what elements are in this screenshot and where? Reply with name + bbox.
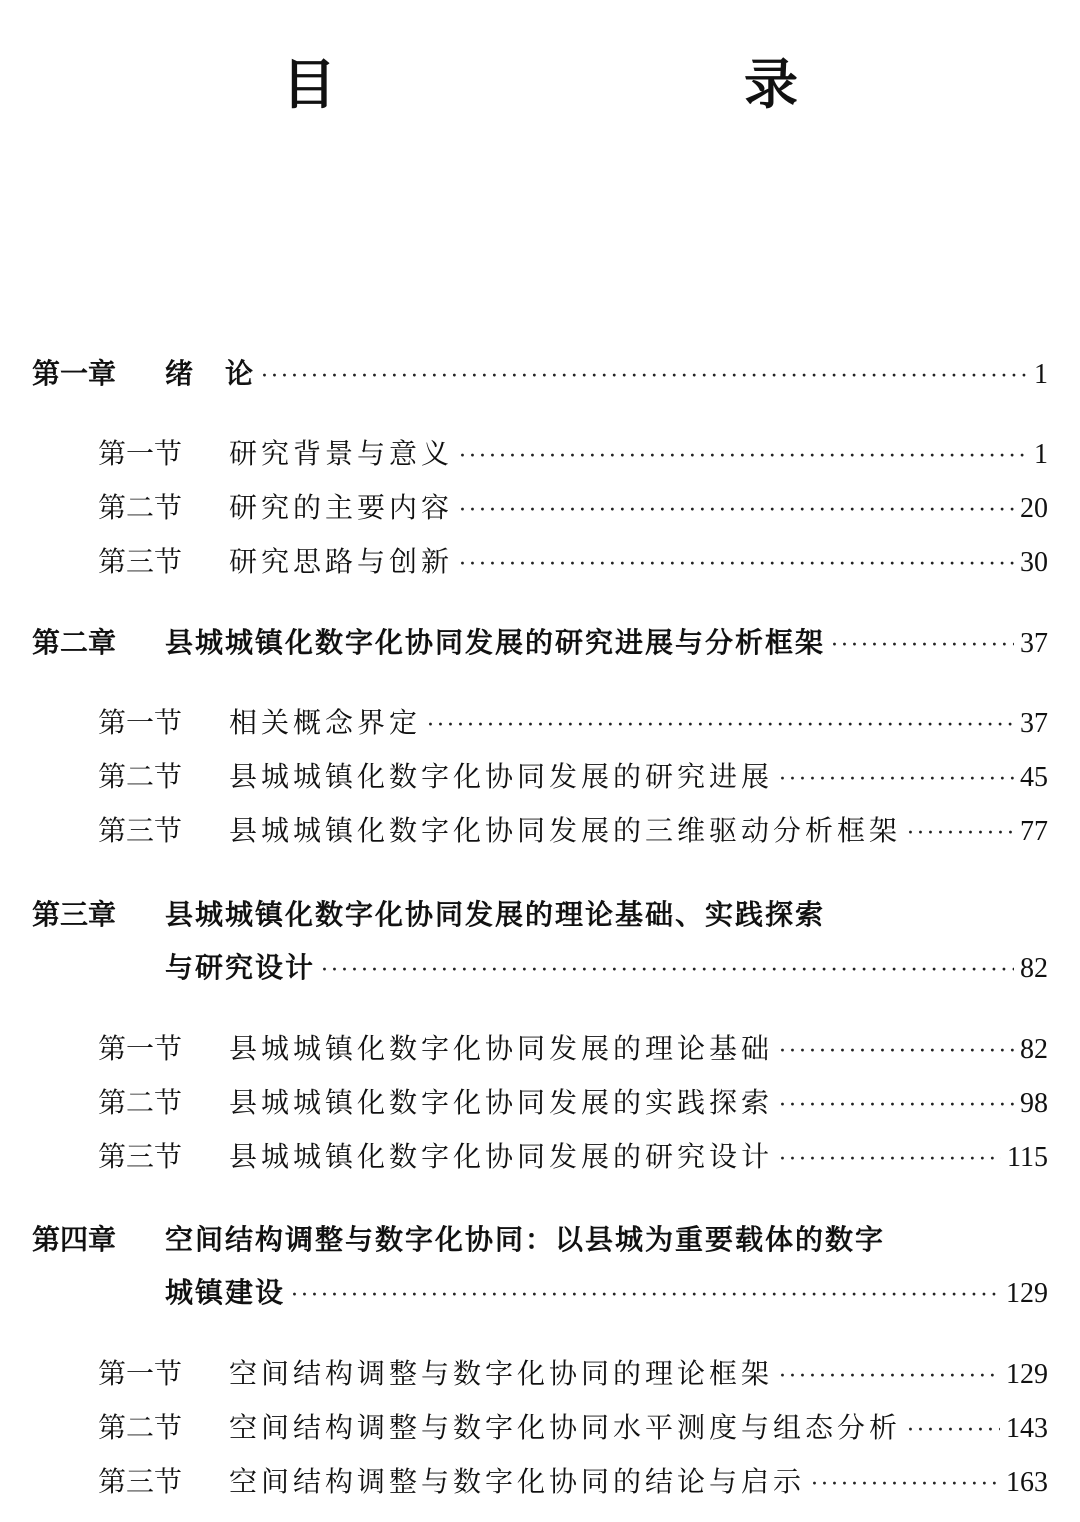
page-number: 20 <box>1020 493 1048 524</box>
toc-section-3-3[interactable] <box>98 1137 1048 1177</box>
leader-dots <box>459 491 1014 531</box>
leader-dots <box>427 706 1014 746</box>
leader-dots <box>261 357 1028 397</box>
toc-chapter-2[interactable] <box>32 623 1048 663</box>
section-number: 第二节 <box>98 491 183 524</box>
leader-dots <box>779 1140 1001 1180</box>
chapter-title: 空间结构调整与数字化协同：以县城为重要载体的数字 <box>165 1223 886 1256</box>
section-title: 县城城镇化数字化协同发展的实践探索 <box>229 1086 774 1119</box>
leader-dots <box>459 437 1028 477</box>
section-number: 第二节 <box>98 760 183 793</box>
page-number: 163 <box>1006 1467 1048 1498</box>
section-number: 第二节 <box>98 1411 183 1444</box>
section-title: 县城城镇化数字化协同发展的理论基础 <box>229 1032 774 1065</box>
toc-section-2-3[interactable] <box>98 811 1048 851</box>
page-number: 77 <box>1020 816 1048 847</box>
leader-dots <box>779 1357 1000 1397</box>
leader-dots <box>811 1465 1000 1505</box>
section-number: 第三节 <box>98 545 183 578</box>
toc-chapter-3-continued[interactable] <box>165 948 1048 988</box>
leader-dots <box>321 951 1014 991</box>
section-title: 研究的主要内容 <box>229 491 454 524</box>
page-number: 115 <box>1007 1142 1048 1173</box>
page-number: 1 <box>1034 359 1048 390</box>
leader-dots <box>907 1411 1000 1451</box>
toc-chapter-1[interactable] <box>32 354 1048 394</box>
leader-dots <box>779 760 1014 800</box>
chapter-number: 第一章 <box>32 357 117 390</box>
page-number: 30 <box>1020 547 1048 578</box>
toc-section-1-3[interactable] <box>98 542 1048 582</box>
section-title: 空间结构调整与数字化协同的结论与启示 <box>229 1465 806 1498</box>
chapter-number: 第二章 <box>32 626 117 659</box>
chapter-title: 绪 论 <box>165 357 256 390</box>
section-number: 第三节 <box>98 814 183 847</box>
page-number: 37 <box>1020 708 1048 739</box>
section-number: 第一节 <box>98 706 183 739</box>
toc-section-4-2[interactable] <box>98 1408 1048 1448</box>
leader-dots <box>459 545 1014 585</box>
section-title: 县城城镇化数字化协同发展的研究进展 <box>229 760 774 793</box>
section-title: 相关概念界定 <box>229 706 422 739</box>
chapter-number: 第四章 <box>32 1223 117 1256</box>
section-number: 第一节 <box>98 1357 183 1390</box>
page-number: 129 <box>1006 1278 1048 1309</box>
chapter-title-continued: 城镇建设 <box>165 1276 286 1309</box>
toc-chapter-3[interactable] <box>32 895 1048 935</box>
section-title: 空间结构调整与数字化协同水平测度与组态分析 <box>229 1411 902 1444</box>
page-number: 45 <box>1020 762 1048 793</box>
leader-dots <box>831 626 1014 666</box>
chapter-title: 县城城镇化数字化协同发展的研究进展与分析框架 <box>165 626 826 659</box>
page-number: 1 <box>1034 439 1048 470</box>
section-title: 研究背景与意义 <box>229 437 454 470</box>
toc-section-1-1[interactable] <box>98 434 1048 474</box>
toc-chapter-4-continued[interactable] <box>165 1273 1048 1313</box>
toc-chapter-4[interactable] <box>32 1220 1048 1260</box>
section-title: 研究思路与创新 <box>229 545 454 578</box>
page-number: 37 <box>1020 628 1048 659</box>
leader-dots <box>779 1086 1014 1126</box>
page-number: 82 <box>1020 1034 1048 1065</box>
page-number: 82 <box>1020 953 1048 984</box>
section-title: 县城城镇化数字化协同发展的研究设计 <box>229 1140 774 1173</box>
section-number: 第一节 <box>98 437 183 470</box>
section-number: 第三节 <box>98 1465 183 1498</box>
section-title: 空间结构调整与数字化协同的理论框架 <box>229 1357 774 1390</box>
chapter-title-continued: 与研究设计 <box>165 951 316 984</box>
toc-section-4-1[interactable] <box>98 1354 1048 1394</box>
leader-dots <box>291 1276 1000 1316</box>
toc-section-3-2[interactable] <box>98 1083 1048 1123</box>
page-number: 98 <box>1020 1088 1048 1119</box>
section-number: 第三节 <box>98 1140 183 1173</box>
chapter-number: 第三章 <box>32 898 117 931</box>
chapter-title: 县城城镇化数字化协同发展的理论基础、实践探索 <box>165 898 826 931</box>
toc-section-1-2[interactable] <box>98 488 1048 528</box>
page-number: 129 <box>1006 1359 1048 1390</box>
section-title: 县城城镇化数字化协同发展的三维驱动分析框架 <box>229 814 902 847</box>
leader-dots <box>779 1032 1014 1072</box>
section-number: 第二节 <box>98 1086 183 1119</box>
page-number: 143 <box>1006 1413 1048 1444</box>
toc-section-2-1[interactable] <box>98 703 1048 743</box>
page-title: 目 录 <box>282 53 898 116</box>
toc-section-2-2[interactable] <box>98 757 1048 797</box>
toc-section-3-1[interactable] <box>98 1029 1048 1069</box>
section-number: 第一节 <box>98 1032 183 1065</box>
toc-section-4-3[interactable] <box>98 1462 1048 1502</box>
leader-dots <box>907 814 1014 854</box>
